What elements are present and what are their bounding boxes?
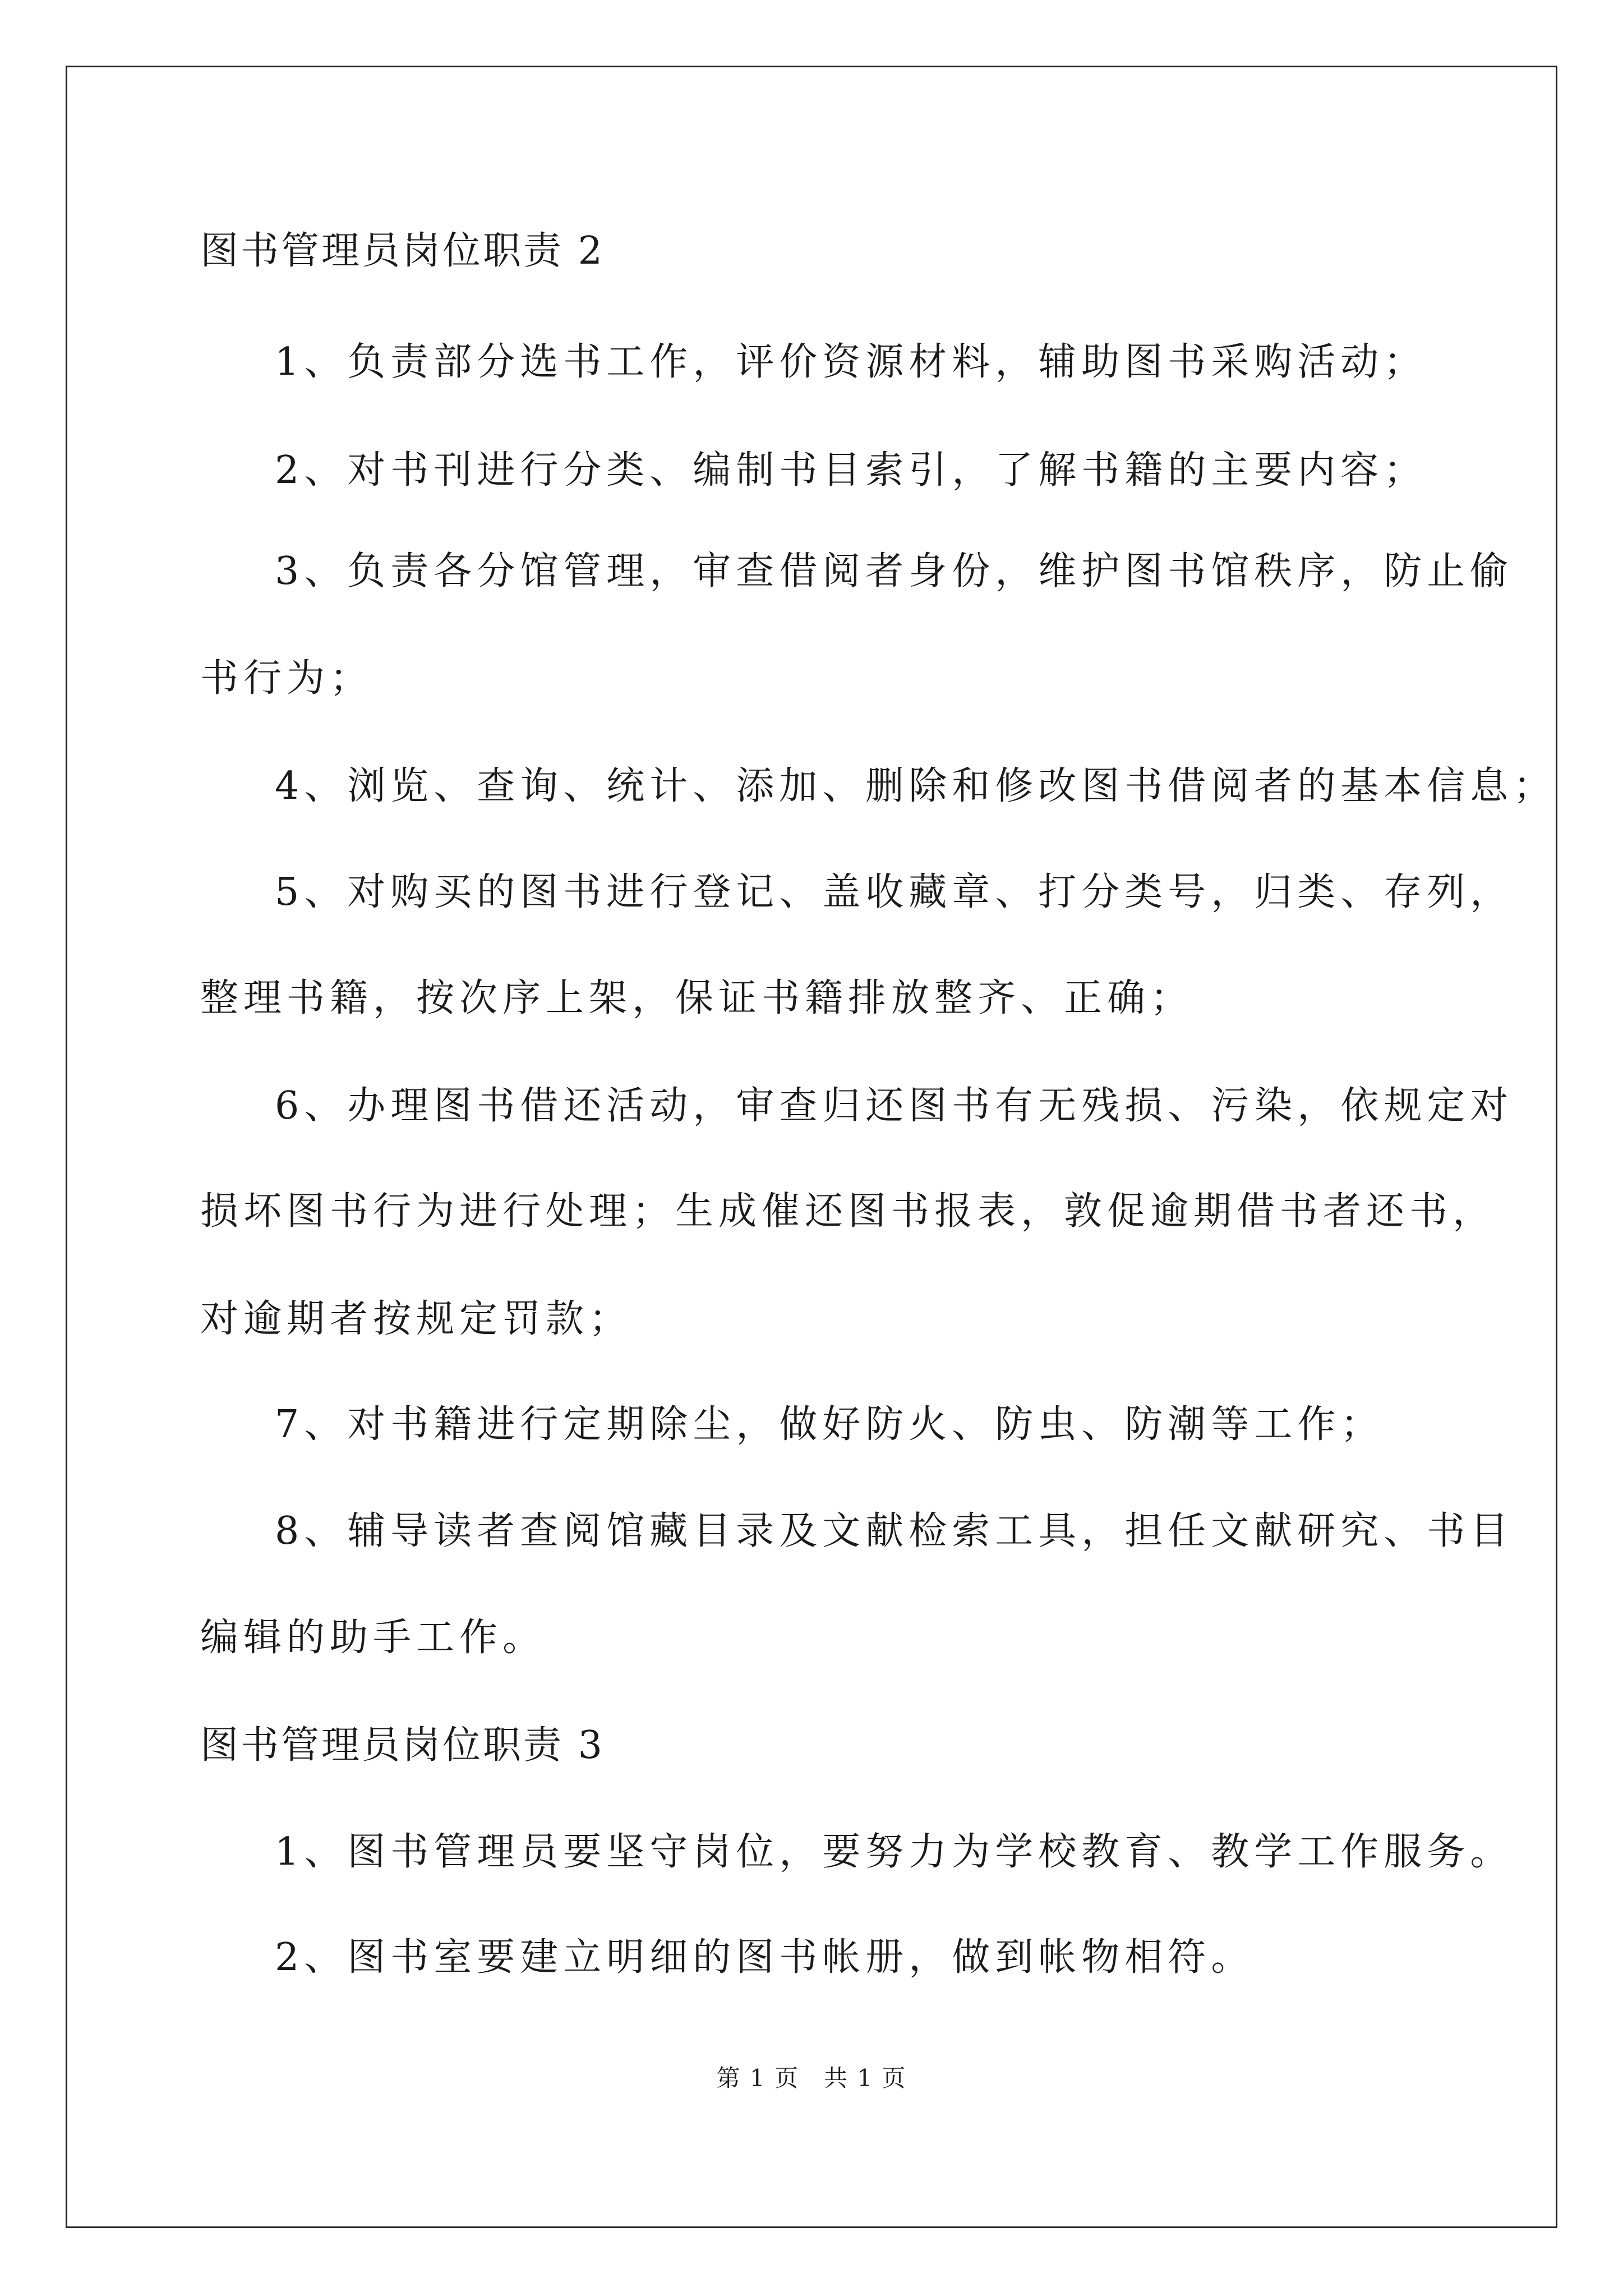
page-border <box>66 66 1557 2228</box>
page-number-footer: 第 1 页 共 1 页 <box>716 2064 907 2092</box>
paragraph-line: 书行为； <box>200 656 374 701</box>
paragraph-line: 8、辅导读者查阅馆藏目录及文献检索工具，担任文献研究、书目 <box>275 1509 1514 1553</box>
paragraph-line: 6、办理图书借还活动，审查归还图书有无残损、污染，依规定对 <box>275 1084 1514 1128</box>
section-heading: 图书管理员岗位职责 3 <box>200 1723 605 1768</box>
paragraph-line: 对逾期者按规定罚款； <box>200 1297 633 1341</box>
section-heading: 图书管理员岗位职责 2 <box>200 229 605 273</box>
paragraph-line: 2、对书刊进行分类、编制书目索引，了解书籍的主要内容； <box>275 448 1427 493</box>
paragraph-line: 2、图书室要建立明细的图书帐册，做到帐物相符。 <box>275 1935 1255 1980</box>
paragraph-line: 1、图书管理员要坚守岗位，要努力为学校教育、教学工作服务。 <box>275 1830 1514 1874</box>
paragraph-line: 损坏图书行为进行处理；生成催还图书报表，敦促逾期借书者还书， <box>200 1189 1496 1234</box>
paragraph-line: 3、负责各分馆管理，审查借阅者身份，维护图书馆秩序，防止偷 <box>275 549 1514 593</box>
paragraph-line: 4、浏览、查询、统计、添加、删除和修改图书借阅者的基本信息； <box>275 764 1557 808</box>
paragraph-line: 7、对书籍进行定期除尘，做好防火、防虫、防潮等工作； <box>275 1402 1384 1447</box>
paragraph-line: 5、对购买的图书进行登记、盖收藏章、打分类号，归类、存列， <box>275 870 1514 914</box>
paragraph-line: 1、负责部分选书工作，评价资源材料，辅助图书采购活动； <box>275 340 1427 384</box>
paragraph-line: 编辑的助手工作。 <box>200 1616 546 1660</box>
paragraph-line: 整理书籍，按次序上架，保证书籍排放整齐、正确； <box>200 976 1194 1020</box>
